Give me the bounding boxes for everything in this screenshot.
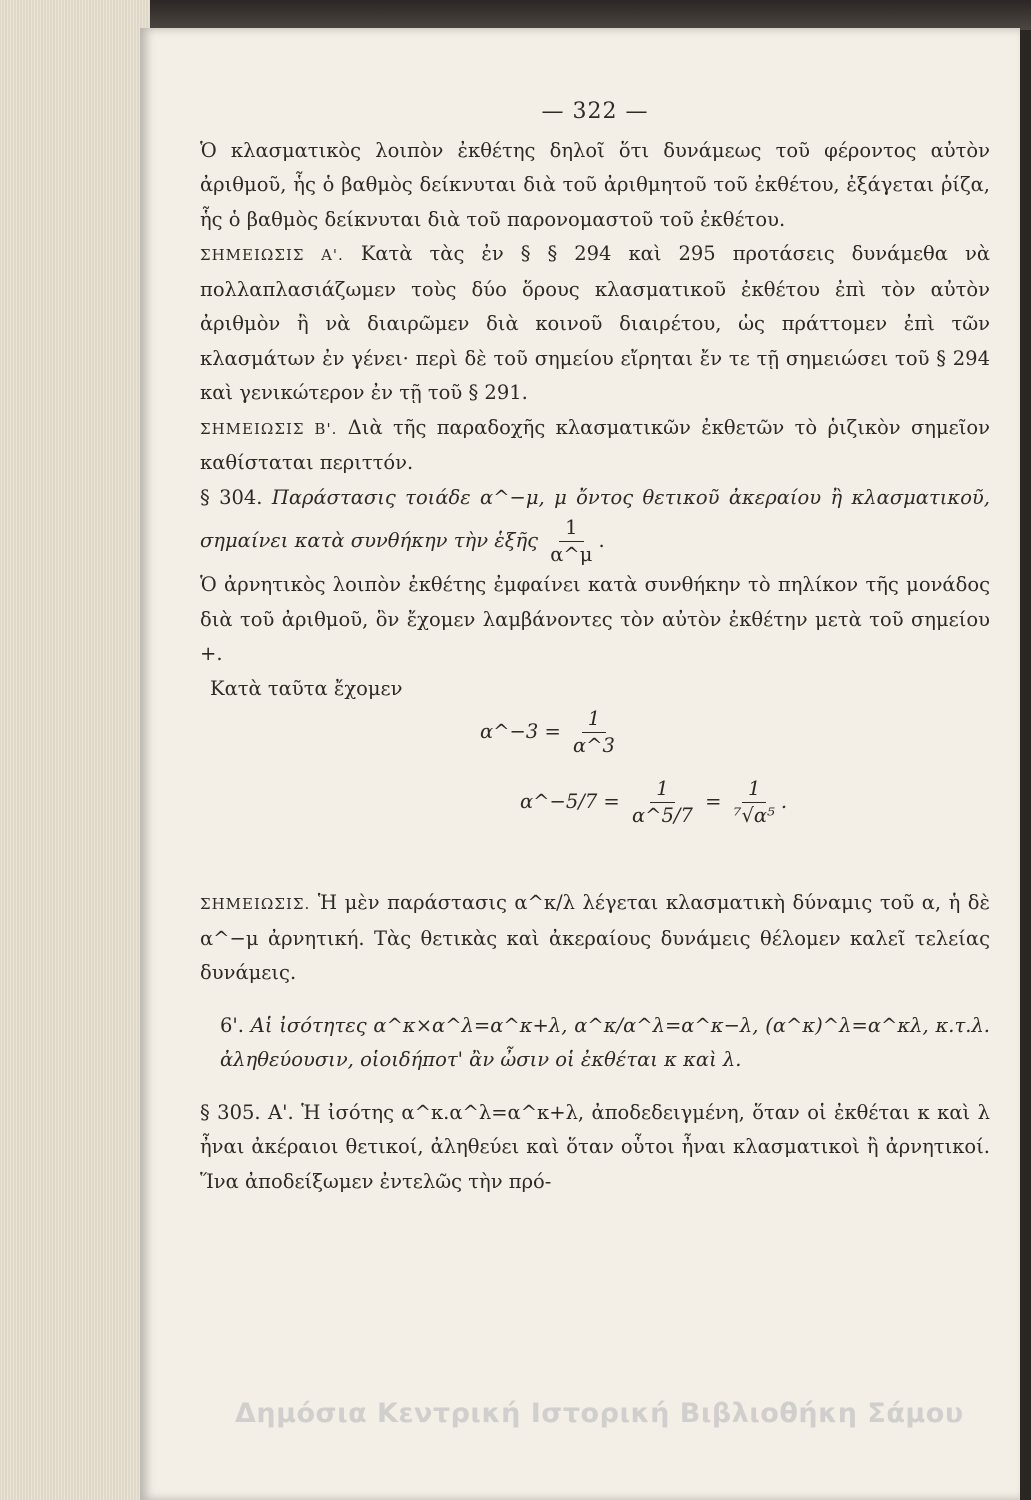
- equation-1-num: 1: [582, 706, 606, 733]
- equation-2-fraction-1: [632, 776, 693, 829]
- note-c-text: Ἡ μὲν παράστασις α^κ/λ λέγεται κλασματικὴ δύναμις τοῦ α, ἡ δὲ α^−μ ἀρνητική. Τὰς θετικὰς καὶ ἀκεραίους δυνάμεις θέλομεν καλεῖ τελείας δυνάμεις.: [200, 891, 990, 984]
- equation-2-den-1: α^5/7: [631, 804, 693, 827]
- page-content: [200, 95, 990, 1199]
- note-c-label: ΣΗΜΕΙΩΣΙΣ.: [200, 895, 311, 913]
- note-a-text: Κατὰ τὰς ἐν § § 294 καὶ 295 προτάσεις δυνάμεθα νὰ πολλαπλασιάζωμεν τοὺς δύο ὅρους κλασματικοῦ ἐκθέτου ἐπὶ τὸν αὐτὸν ἀριθμὸν ἢ νὰ διαιρῶμεν διὰ κοινοῦ διαιρέτου, ὡς πράττομεν ἐπὶ τῶν κλασμάτων ἐν γένει· περὶ δὲ τοῦ σημείου εἴρηται ἔν τε τῇ σημειώσει τοῦ § 294 καὶ γενικώτερον ἐν τῇ τοῦ § 291.: [200, 242, 990, 404]
- equation-1-fraction: [573, 706, 615, 759]
- equation-2-fraction-2: [734, 776, 775, 829]
- fraction-numerator: 1: [559, 515, 583, 542]
- section-305: [200, 1096, 990, 1200]
- note-a-label: ΣΗΜΕΙΩΣΙΣ Α'.: [200, 246, 344, 264]
- section-305-text: Ἡ ἰσότης α^κ.α^λ=α^κ+λ, ἀποδεδειγμένη, ὅταν οἱ ἐκθέται κ καὶ λ ἦναι ἀκέραιοι θετικοί, ἀληθεύει καὶ ὅταν οὗτοι ἦναι κλασματικοὶ ἢ ἀρνητικοί. Ἵνα ἀποδείξωμεν ἐντελῶς τὴν πρό-: [200, 1100, 990, 1193]
- paragraph-b-label: 6'.: [220, 1013, 244, 1037]
- equation-2: α^−5/7 = $\frac{1}{\alpha\^{}5/7}$ = $\frac{1}{\text{⁷√α⁵}}$ .: [520, 777, 788, 827]
- equation-1: [200, 706, 990, 776]
- book-top-shadow: [0, 0, 1031, 30]
- equation-2-den-2: ⁷√α⁵: [733, 804, 775, 827]
- paragraph-fractional-exponent: Ὁ κλασματικὸς λοιπὸν ἐκθέτης δηλοῖ ὅτι δυνάμεως τοῦ φέροντος αὐτὸν ἀριθμοῦ, ἧς ὁ βαθμὸς δείκνυται διὰ τοῦ ἀριθμητοῦ τοῦ ἐκθέτου, ἐξάγεται ῥίζα, ἧς ὁ βαθμὸς δείκνυται διὰ τοῦ παρονομαστοῦ τοῦ ἐκθέτου.: [200, 138, 990, 231]
- library-watermark: Δημόσια Κεντρική Ιστορική Βιβλιοθήκη Σάμου: [235, 1398, 964, 1429]
- equation-1-lhs: α^−3 =: [480, 720, 561, 743]
- section-305-label: § 305. Α'.: [200, 1100, 294, 1124]
- page-number: — 322 —: [541, 99, 649, 124]
- fraction-denominator: α^μ: [550, 543, 593, 566]
- section-304: § 304. Παράστασις τοιάδε α^−μ, μ ὄντος θετικοῦ ἀκεραίου ἢ κλασματικοῦ, σημαίνει κατὰ συνθήκην τὴν ἑξῆς $\frac{1}{\alpha\^{}\mu}$ .: [200, 485, 990, 566]
- note-b-label: ΣΗΜΕΙΩΣΙΣ Β'.: [200, 419, 338, 438]
- note-b: [200, 411, 990, 481]
- paragraph-negative-exponent: Ὁ ἀρνητικὸς λοιπὸν ἐκθέτης ἐμφαίνει κατὰ συνθήκην τὸ πηλίκον τῆς μονάδος διὰ τοῦ ἀριθμοῦ, ὃν ἔχομεν λαμβάνοντες τὸν αὐτὸν ἐκθέτην μετὰ τοῦ σημείου +.: [200, 573, 990, 665]
- section-304-text: Παράστασις τοιάδε α^−μ, μ ὄντος θετικοῦ ἀκεραίου ἢ κλασματικοῦ, σημαίνει κατὰ συνθήκην τὴν ἑξῆς: [200, 485, 990, 552]
- equation-1-den: α^3: [573, 734, 615, 757]
- note-b-text: Διὰ τῆς παραδοχῆς κλασματικῶν ἐκθετῶν τὸ ῥιζικὸν σημεῖον καθίσταται περιττόν.: [200, 415, 990, 474]
- book-page-edges: [0, 0, 150, 1500]
- section-304-fraction: [550, 515, 592, 568]
- note-c: [200, 886, 990, 991]
- paragraph-b: [200, 1009, 990, 1078]
- paragraph-b-text: Αἱ ἰσότητες α^κ×α^λ=α^κ+λ, α^κ/α^λ=α^κ−λ, (α^κ)^λ=α^κλ, κ.τ.λ. ἀληθεύουσιν, οἱοιδήποτ' ἂν ὦσιν οἱ ἐκθέται κ καὶ λ.: [220, 1013, 990, 1071]
- equation-2-num-2: 1: [742, 776, 766, 803]
- section-304-label: § 304.: [200, 485, 263, 509]
- equation-2-lhs: α^−5/7 =: [520, 790, 620, 813]
- paragraph-accordingly: Κατὰ ταῦτα ἔχομεν: [210, 676, 403, 700]
- note-a: [200, 237, 990, 411]
- equation-2-num-1: 1: [650, 776, 674, 803]
